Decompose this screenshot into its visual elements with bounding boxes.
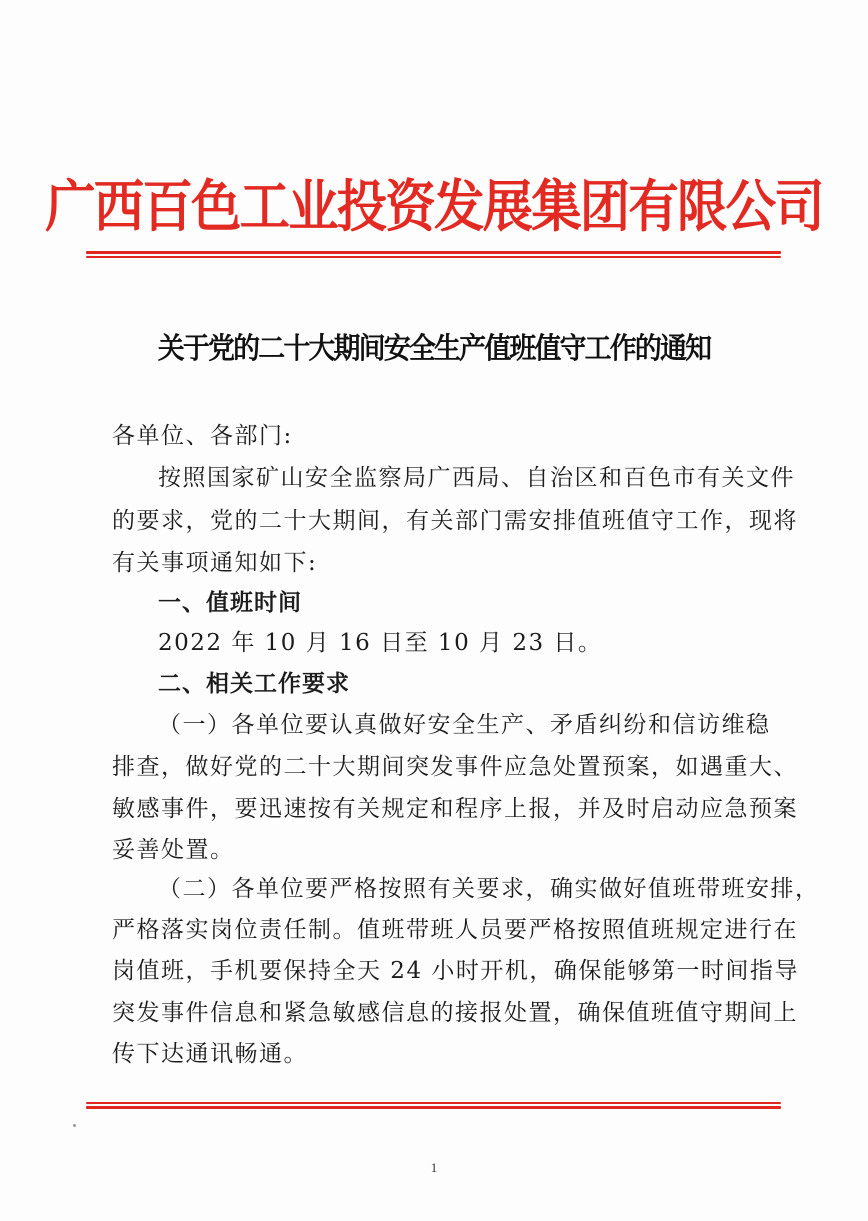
requirement-1-line: 排查，做好党的二十大期间突发事件应急处置预案，如遇重大、 [112, 754, 798, 780]
organization-letterhead: 广西百色工业投资发展集团有限公司 [45, 175, 823, 240]
header-rule-thick [86, 251, 781, 254]
document-title: 关于党的二十大期间安全生产值班值守工作的通知 [157, 331, 711, 365]
requirement-1-line: 敏感事件，要迅速按有关规定和程序上报，并及时启动应急预案 [112, 796, 798, 822]
duty-time-text: 2022 年 10 月 16 日至 10 月 23 日。 [158, 630, 603, 656]
salutation: 各单位、各部门: [112, 423, 293, 449]
section-heading-requirements: 二、相关工作要求 [158, 671, 350, 697]
requirement-2-line: 突发事件信息和紧急敏感信息的接报处置，确保值班值守期间上 [112, 1000, 798, 1026]
section-heading-duty-time: 一、值班时间 [158, 590, 302, 616]
requirement-2-line: 传下达通讯畅通。 [112, 1041, 308, 1067]
requirement-1-line: 妥善处置。 [112, 837, 235, 863]
page-number: 1 [430, 1160, 438, 1175]
requirement-1-line: （一）各单位要认真做好安全生产、矛盾纠纷和信访维稳 [158, 712, 771, 738]
requirement-2-line: 岗值班，手机要保持全天 24 小时开机，确保能够第一时间指导 [112, 958, 799, 984]
requirement-2-line: 严格落实岗位责任制。值班带班人员要严格按照值班规定进行在 [112, 917, 798, 943]
intro-line: 的要求，党的二十大期间，有关部门需安排值班值守工作，现将 [112, 508, 798, 534]
footer-rule-thin [86, 1102, 781, 1104]
scan-speck [73, 1124, 76, 1127]
intro-line: 有关事项通知如下: [112, 550, 318, 576]
requirement-2-line: （二）各单位要严格按照有关要求，确实做好值班带班安排， [158, 876, 820, 902]
intro-line: 按照国家矿山安全监察局广西局、自治区和百色市有关文件 [158, 465, 795, 491]
footer-rule-thick [86, 1106, 781, 1109]
header-rule-thin [86, 256, 781, 258]
